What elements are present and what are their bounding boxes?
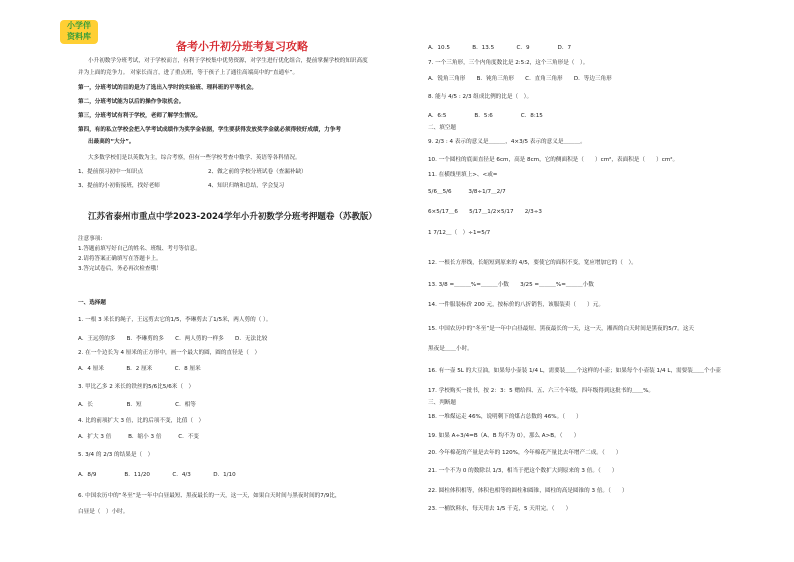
question-line: 21. 一个不为 0 的数除以 1/3，相当于把这个数扩大到原来的 3 倍。（ ） xyxy=(428,468,618,474)
question-line: 13. 3/8 =＿＿＿%=＿＿＿小数 3/25 =＿＿＿%=＿＿＿小数 xyxy=(428,282,594,288)
guide-tip: 1、提前预习初中一知识点 xyxy=(78,169,144,175)
question-line: 8. 能与 4/5 : 2/3 组成比例的比是（ ）。 xyxy=(428,94,533,100)
question-line: 6. 中国农历中的“冬至”是一年中白昼最短、黑夜最长的一天，这一天，如果白天时间与黑夜时间的7/9比， xyxy=(78,493,341,499)
question-line: 3. 甲比乙多 2 米长的铁丝的5/6比5/6米（ ） xyxy=(78,384,195,390)
question-line: 9. 2/3 : 4 表示的意义是＿＿＿，4×3/5 表示的意义是＿＿＿。 xyxy=(428,139,586,145)
question-line: 1 7/12＿（ ）÷1=5/7 xyxy=(428,230,491,236)
guide-title: 备考小升初分班考复习攻略 xyxy=(176,40,308,53)
question-line: 12. 一根长方形线，长缩短到原来的 4/5，要使它的面积不变，宽应增加它的（ ）。 xyxy=(428,260,637,266)
guide-point: 出最高的“大分”。 xyxy=(88,139,135,145)
question-line: 5/6＿5/6 3/8÷1/7＿2/7 xyxy=(428,189,506,195)
question-line: A．10.5 B．13.5 C．9 D．7 xyxy=(428,45,571,51)
guide-point: 第一，分班考试的目的是为了选出入学时的实验班、理科班的平等机会。 xyxy=(78,85,258,91)
section-heading: 一、选择题 xyxy=(78,300,106,306)
guide-point: 第四，有的私立学校会把入学考试成绩作为奖学金依据，学生要获得发放奖学金就必须得较好成绩，力争考 xyxy=(78,127,341,133)
guide-point: 第二，分班考试能为以后的操作争取机会。 xyxy=(78,99,185,105)
question-line: 10. 一个圆柱的底面直径是 6cm，高是 8cm，它的侧面积是（ ）cm²，表面积是（ ）cm²。 xyxy=(428,157,679,163)
question-line: 18. 一堆煤运走 46%，说明剩下的煤占总数的 46%。（ ） xyxy=(428,414,582,420)
question-line: 白昼是（ ）小时。 xyxy=(78,509,129,515)
question-line: 5. 3/4 的 2/3 的结果是（ ） xyxy=(78,452,154,458)
question-line: 4. 比的前项扩大 3 倍，比的后项不变，比值（ ） xyxy=(78,418,205,424)
notice-item: 1.答题前填写好自己的姓名、班级、考号等信息。 xyxy=(78,246,201,252)
question-line: A．长 B．短 C．相等 xyxy=(78,402,196,408)
guide-point: 第三，分班考试有利于学校，老师了解学生情况。 xyxy=(78,113,202,119)
notice-item: 2.请将答案正确填写在答题卡上。 xyxy=(78,256,162,262)
guide-tip: 4、知识归纳和总结，学会复习 xyxy=(208,183,285,189)
question-line: 23. 一桶饮料水，每天用去 1/5 千克，5 天用完。（ ） xyxy=(428,506,572,512)
question-line: A．扩大 3 倍 B．缩小 3 倍 C．不变 xyxy=(78,434,199,440)
logo xyxy=(60,20,98,44)
question-line: A．6:5 B．5:6 C．8:15 xyxy=(428,113,543,119)
question-line: 2. 在一个边长为 4 厘米的正方形中，画一个最大的圆，圆的直径是（ ） xyxy=(78,350,261,356)
logo-line2: 资料库 xyxy=(67,32,91,41)
question-line: 7. 一个三角形，三个内角度数比是 2:5:2，这个三角形是（ ）。 xyxy=(428,60,589,66)
question-line: 二、填空题 xyxy=(428,125,456,131)
question-line: A．王远剪的多 B．李琳剪的多 C．两人剪的一样多 D．无法比较 xyxy=(78,336,268,342)
question-line: 16. 有一壶 5L 的大豆油，如果每小壶装 1/4 L，需要装＿＿个这样的小壶；如果每个小壶装 1/4 L，需要装＿＿个小壶 xyxy=(428,368,721,374)
question-line: 11. 在横线里填上>、<或= xyxy=(428,172,498,178)
question-line: A．8/9 B．11/20 C．4/3 D．1/10 xyxy=(78,472,236,478)
exam-title: 江苏省泰州市重点中学2023-2024学年小升初数学分班考押题卷（苏教版） xyxy=(88,212,377,222)
question-line: 20. 今年棉花的产量是去年的 120%，今年棉花产量比去年增产二成。（ ） xyxy=(428,450,622,456)
notice-item: 3.答完试卷后，务必再次检查哦！ xyxy=(78,266,162,272)
question-line: 14. 一件服装标价 200 元，按标价的八折销售，该服装卖（ ）元。 xyxy=(428,302,604,308)
notice-title: 注意事项: xyxy=(78,236,103,242)
logo-line1: 小学伴 xyxy=(67,21,91,30)
question-line: 22. 圆柱体积相等，体积也相等的圆柱和圆锥，圆柱的高是圆锥的 3 倍。（ ） xyxy=(428,488,628,494)
question-line: 19. 如果 A÷3/4=B（A、B 均不为 0），那么 A>B。（ ） xyxy=(428,433,580,439)
question-line: 15. 中国农历中的“冬至”是一年中白昼最短、黑夜最长的一天，这一天，湘西的白天时间是黑夜的5/7。这天 xyxy=(428,326,695,332)
question-line: 6×5/17＿6 5/17＿1/2×5/17 2/3÷3 xyxy=(428,209,542,215)
question-line: 三、判断题 xyxy=(428,400,456,406)
question-line: 黑夜是＿＿小时。 xyxy=(428,346,473,352)
guide-tip: 2、做之前的学校分班试卷（查漏补缺） xyxy=(208,169,307,175)
question-line: 17. 学校购买一批书，按 2：3：5 赠给四、五、六三个年级，四年级得到这批书的＿＿%。 xyxy=(428,388,655,394)
guide-paragraph-2: 大多数学校们是以英数为主，综合考察，但有一些学校考查中数学、英语等各科情况。 xyxy=(88,155,301,161)
guide-paragraph-1b: 并为上面的竞争力。 对家长而言，进了重点班，等于孩子上了通往高端高中的“直通车”。 xyxy=(78,70,299,76)
question-line: A．锐角三角形 B．钝角三角形 C．直角三角形 D．等边三角形 xyxy=(428,76,612,82)
question-line: A．4 厘米 B．2 厘米 C．8 厘米 xyxy=(78,366,201,372)
guide-tip: 3、提前的小初衔接班，找好老师 xyxy=(78,183,160,189)
question-line: 1. 一根 3 米长的绳子，王远剪去它的1/5，李琳剪去了1/5米，两人剪的（ ）。 xyxy=(78,317,272,323)
guide-paragraph-1: 小升初数学分班考试，对于学校而言，有利于学校集中优势资源，对学生进行优化组合，提前掌握学校的知识高度 xyxy=(88,58,368,64)
